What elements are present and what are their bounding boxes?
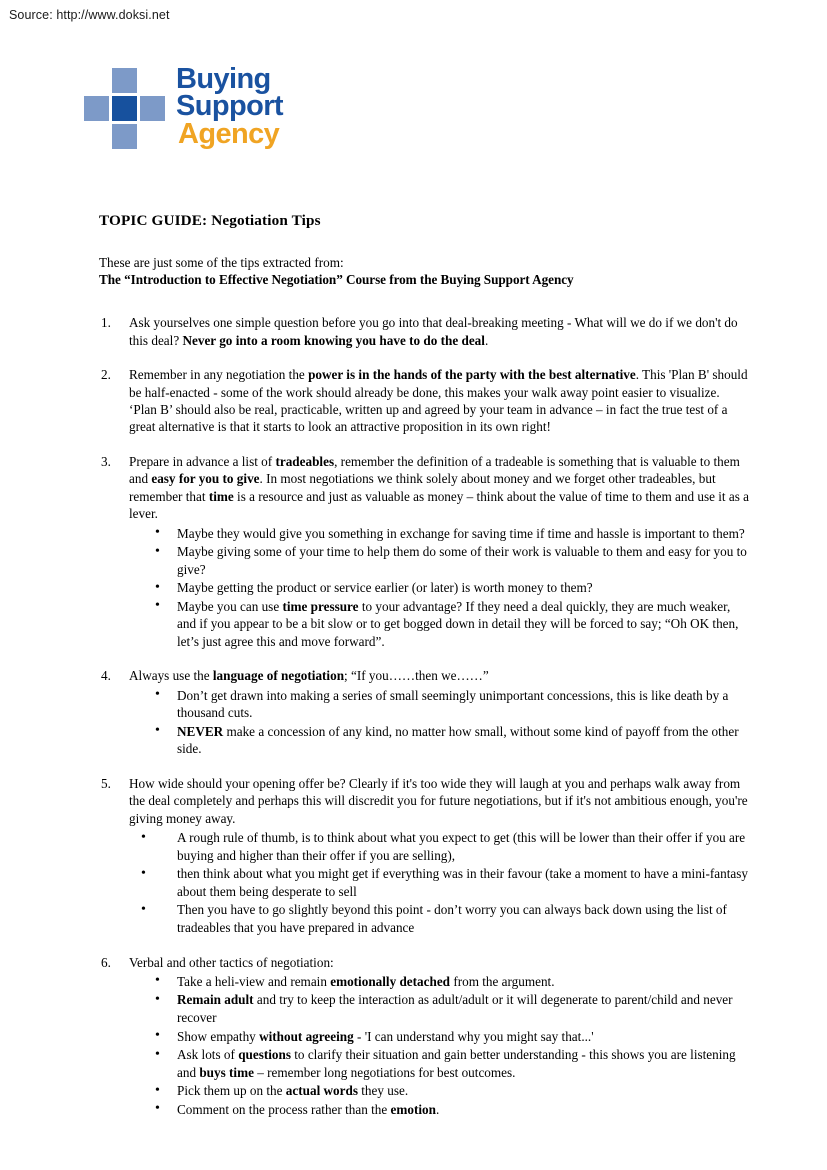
body-text: Maybe giving some of your time to help them do some of their work is valuable to them and easy for you to give?: [177, 544, 747, 577]
body-text: to clarify their situation and gain better understanding - this shows you are listening and: [177, 1047, 736, 1080]
emphasis-text: without agreeing: [259, 1028, 354, 1044]
emphasis-text: time: [208, 488, 234, 504]
tip-item-2: [99, 366, 749, 436]
tip-subitem-1: [129, 687, 749, 722]
document-body: [99, 212, 749, 1135]
subitem-text: [177, 992, 733, 1025]
tip-number: 4.: [101, 668, 111, 684]
body-text: Ask lots of: [177, 1047, 239, 1063]
body-text: Remember in any negotiation the: [129, 367, 309, 383]
body-text: Show empathy: [177, 1028, 260, 1044]
logo-square-right: [140, 96, 165, 121]
emphasis-text: actual words: [285, 1083, 358, 1099]
body-text: and try to keep the interaction as adult/adult or it will degenerate to parent/child and never recover: [177, 992, 733, 1026]
subitem-text: [177, 902, 727, 935]
tips-list: [99, 314, 749, 1118]
subitem-text: [177, 1083, 408, 1098]
tip-subitem-2: [129, 991, 749, 1026]
source-attribution: Source: http://www.doksi.net: [9, 8, 170, 22]
body-text: How wide should your opening offer be? Clearly if it's too wide they will laugh at you and perhaps walk away from the deal completely and perhaps this will discredit you for future negotiations, but if it's not ambitious enough, you're giving money away.: [129, 775, 748, 826]
logo-square-bottom: [112, 124, 137, 149]
subitem-text: [177, 599, 738, 649]
tip-sublist: [129, 973, 749, 1118]
tip-number: 5.: [101, 775, 111, 791]
body-text: A rough rule of thumb, is to think about what you expect to get (this will be lower than their offer if you are buying and higher than their offer if you are selling),: [177, 830, 746, 863]
tip-text: [129, 453, 749, 523]
subitem-text: [177, 974, 555, 989]
logo-square-center: [112, 96, 137, 121]
subitem-text: [177, 724, 739, 757]
bullet-icon: •: [141, 829, 146, 845]
tip-text: [129, 954, 749, 971]
subitem-text: [177, 830, 745, 863]
tip-item-3: [99, 453, 749, 651]
bullet-icon: •: [141, 901, 146, 917]
bullet-icon: •: [155, 543, 160, 559]
body-text: .: [484, 332, 489, 348]
tip-number: 2.: [101, 367, 111, 383]
subitem-text: [177, 1102, 439, 1117]
logo-square-left: [84, 96, 109, 121]
tip-subitem-2: [129, 723, 749, 758]
bullet-icon: •: [155, 1028, 160, 1044]
body-text: Don’t get drawn into making a series of small seemingly unimportant concessions, this is like death by a thousand cuts.: [177, 687, 729, 721]
emphasis-text: tradeables: [275, 453, 335, 469]
tip-subitem-3: [129, 579, 749, 597]
tip-sublist: [129, 829, 749, 936]
bullet-icon: •: [155, 991, 160, 1007]
body-text: Then you have to go slightly beyond this point - don’t worry you can always back down using the list of tradeables that you have prepared in advance: [177, 902, 727, 935]
body-text: is a resource and just as valuable as money – think about the value of time to them and use it as a lever.: [129, 488, 750, 522]
body-text: ; “If you……then we……”: [344, 668, 489, 684]
bullet-icon: •: [155, 973, 160, 989]
body-text: Prepare in advance a list of: [129, 453, 276, 469]
emphasis-text: emotion: [390, 1101, 436, 1117]
emphasis-text: Never go into a room knowing you have to do the deal: [182, 332, 485, 348]
body-text: Maybe getting the product or service earlier (or later) is worth money to them?: [177, 580, 593, 596]
logo-line-buying: Buying: [176, 63, 271, 95]
tip-subitem-1: [129, 525, 749, 543]
tip-text: [129, 775, 749, 827]
emphasis-text: buys time: [199, 1064, 254, 1080]
emphasis-text: emotionally detached: [330, 973, 451, 989]
subitem-text: [177, 688, 728, 721]
emphasis-text: time pressure: [282, 598, 359, 614]
tip-item-4: [99, 667, 749, 758]
tip-subitem-2: [129, 543, 749, 578]
tip-sublist: [129, 687, 749, 758]
emphasis-text: easy for you to give: [151, 471, 260, 487]
bullet-icon: •: [155, 525, 160, 541]
emphasis-text: language of negotiation: [212, 668, 345, 684]
tip-item-6: [99, 954, 749, 1119]
body-text: – remember long negotiations for best outcomes.: [253, 1064, 516, 1080]
intro-line-2: The “Introduction to Effective Negotiation” Course from the Buying Support Agency: [99, 272, 574, 288]
logo-line-agency: Agency: [178, 117, 280, 150]
body-text: Always use the: [129, 668, 213, 684]
tip-number: 1.: [101, 315, 111, 331]
body-text: - 'I can understand why you might say that...': [353, 1028, 594, 1044]
tip-subitem-5: [129, 1082, 749, 1100]
tip-number: 3.: [101, 453, 111, 469]
bullet-icon: •: [155, 1046, 160, 1062]
tip-subitem-3: [129, 901, 749, 936]
body-text: .: [435, 1101, 440, 1117]
body-text: Verbal and other tactics of negotiation:: [129, 954, 334, 970]
body-text: then think about what you might get if everything was in their favour (take a moment to have a mini-fantasy about them being desperate to sell: [177, 866, 748, 899]
logo-line-support: Support: [176, 90, 283, 123]
tip-text: [129, 667, 749, 684]
tip-text: [129, 366, 749, 436]
body-text: . In most negotiations we think solely about money and we forget other tradeables, but remember that: [129, 471, 716, 504]
body-text: Maybe you can use: [177, 598, 283, 614]
bullet-icon: •: [155, 598, 160, 614]
bullet-icon: •: [155, 579, 160, 595]
subitem-text: [177, 1047, 736, 1080]
emphasis-text: questions: [238, 1047, 291, 1063]
tip-subitem-2: [129, 865, 749, 900]
tip-text: [129, 314, 749, 349]
body-text: . This 'Plan B' should be half-enacted - some of the work should already be done, this makes your walk away point easier to visualize. ‘Plan B’ should also be real, practicable, written up and agreed by your team in advance – in fact the true test of a great alternative is that it starts to look an attractive proposition in its own right!: [129, 367, 748, 435]
emphasis-text: power is in the hands of the party with the best alternative: [308, 367, 636, 383]
bullet-icon: •: [141, 865, 146, 881]
tip-subitem-1: [129, 973, 749, 991]
body-text: Pick them up on the: [177, 1083, 286, 1099]
page-title: TOPIC GUIDE: Negotiation Tips: [99, 212, 321, 229]
bullet-icon: •: [155, 687, 160, 703]
body-text: make a concession of any kind, no matter how small, without some kind of payoff from the other side.: [177, 723, 739, 757]
body-text: Ask yourselves one simple question before you go into that deal-breaking meeting - What will we do if we don't do this deal?: [129, 315, 738, 348]
body-text: from the argument.: [450, 973, 555, 989]
tip-subitem-1: [129, 829, 749, 864]
body-text: to your advantage? If they need a deal quickly, they are much weaker, and if you appear to be a bit slow or to get bogged down in detail they will be forced to say; “Oh OK then, let’s just agree this and move forward”.: [177, 598, 739, 649]
subitem-text: [177, 544, 747, 577]
tip-subitem-6: [129, 1101, 749, 1119]
emphasis-text: Remain adult: [177, 992, 254, 1008]
intro-paragraph: [99, 254, 749, 288]
tip-number: 6.: [101, 954, 111, 970]
cross-mark-icon: [84, 68, 166, 150]
subitem-text: [177, 580, 593, 595]
body-text: Comment on the process rather than the: [177, 1101, 391, 1117]
intro-line-1: These are just some of the tips extracted from:: [99, 255, 344, 270]
body-text: they use.: [357, 1083, 409, 1099]
subitem-text: [177, 526, 745, 541]
buying-support-agency-logo: [84, 63, 344, 178]
tip-item-1: [99, 314, 749, 349]
logo-square-top: [112, 68, 137, 93]
tip-subitem-3: [129, 1028, 749, 1046]
emphasis-text: NEVER: [177, 723, 224, 739]
bullet-icon: •: [155, 1082, 160, 1098]
bullet-icon: •: [155, 1101, 160, 1117]
body-text: , remember the definition of a tradeable is something that is valuable to them and: [129, 453, 740, 487]
tip-item-5: [99, 775, 749, 937]
logo-wordmark: [176, 63, 283, 150]
tip-sublist: [129, 525, 749, 651]
body-text: Take a heli-view and remain: [177, 973, 331, 989]
body-text: Maybe they would give you something in exchange for saving time if time and hassle is important to them?: [177, 525, 745, 541]
subitem-text: [177, 1029, 594, 1044]
subitem-text: [177, 866, 748, 899]
bullet-icon: •: [155, 723, 160, 739]
tip-subitem-4: [129, 598, 749, 651]
tip-subitem-4: [129, 1046, 749, 1081]
